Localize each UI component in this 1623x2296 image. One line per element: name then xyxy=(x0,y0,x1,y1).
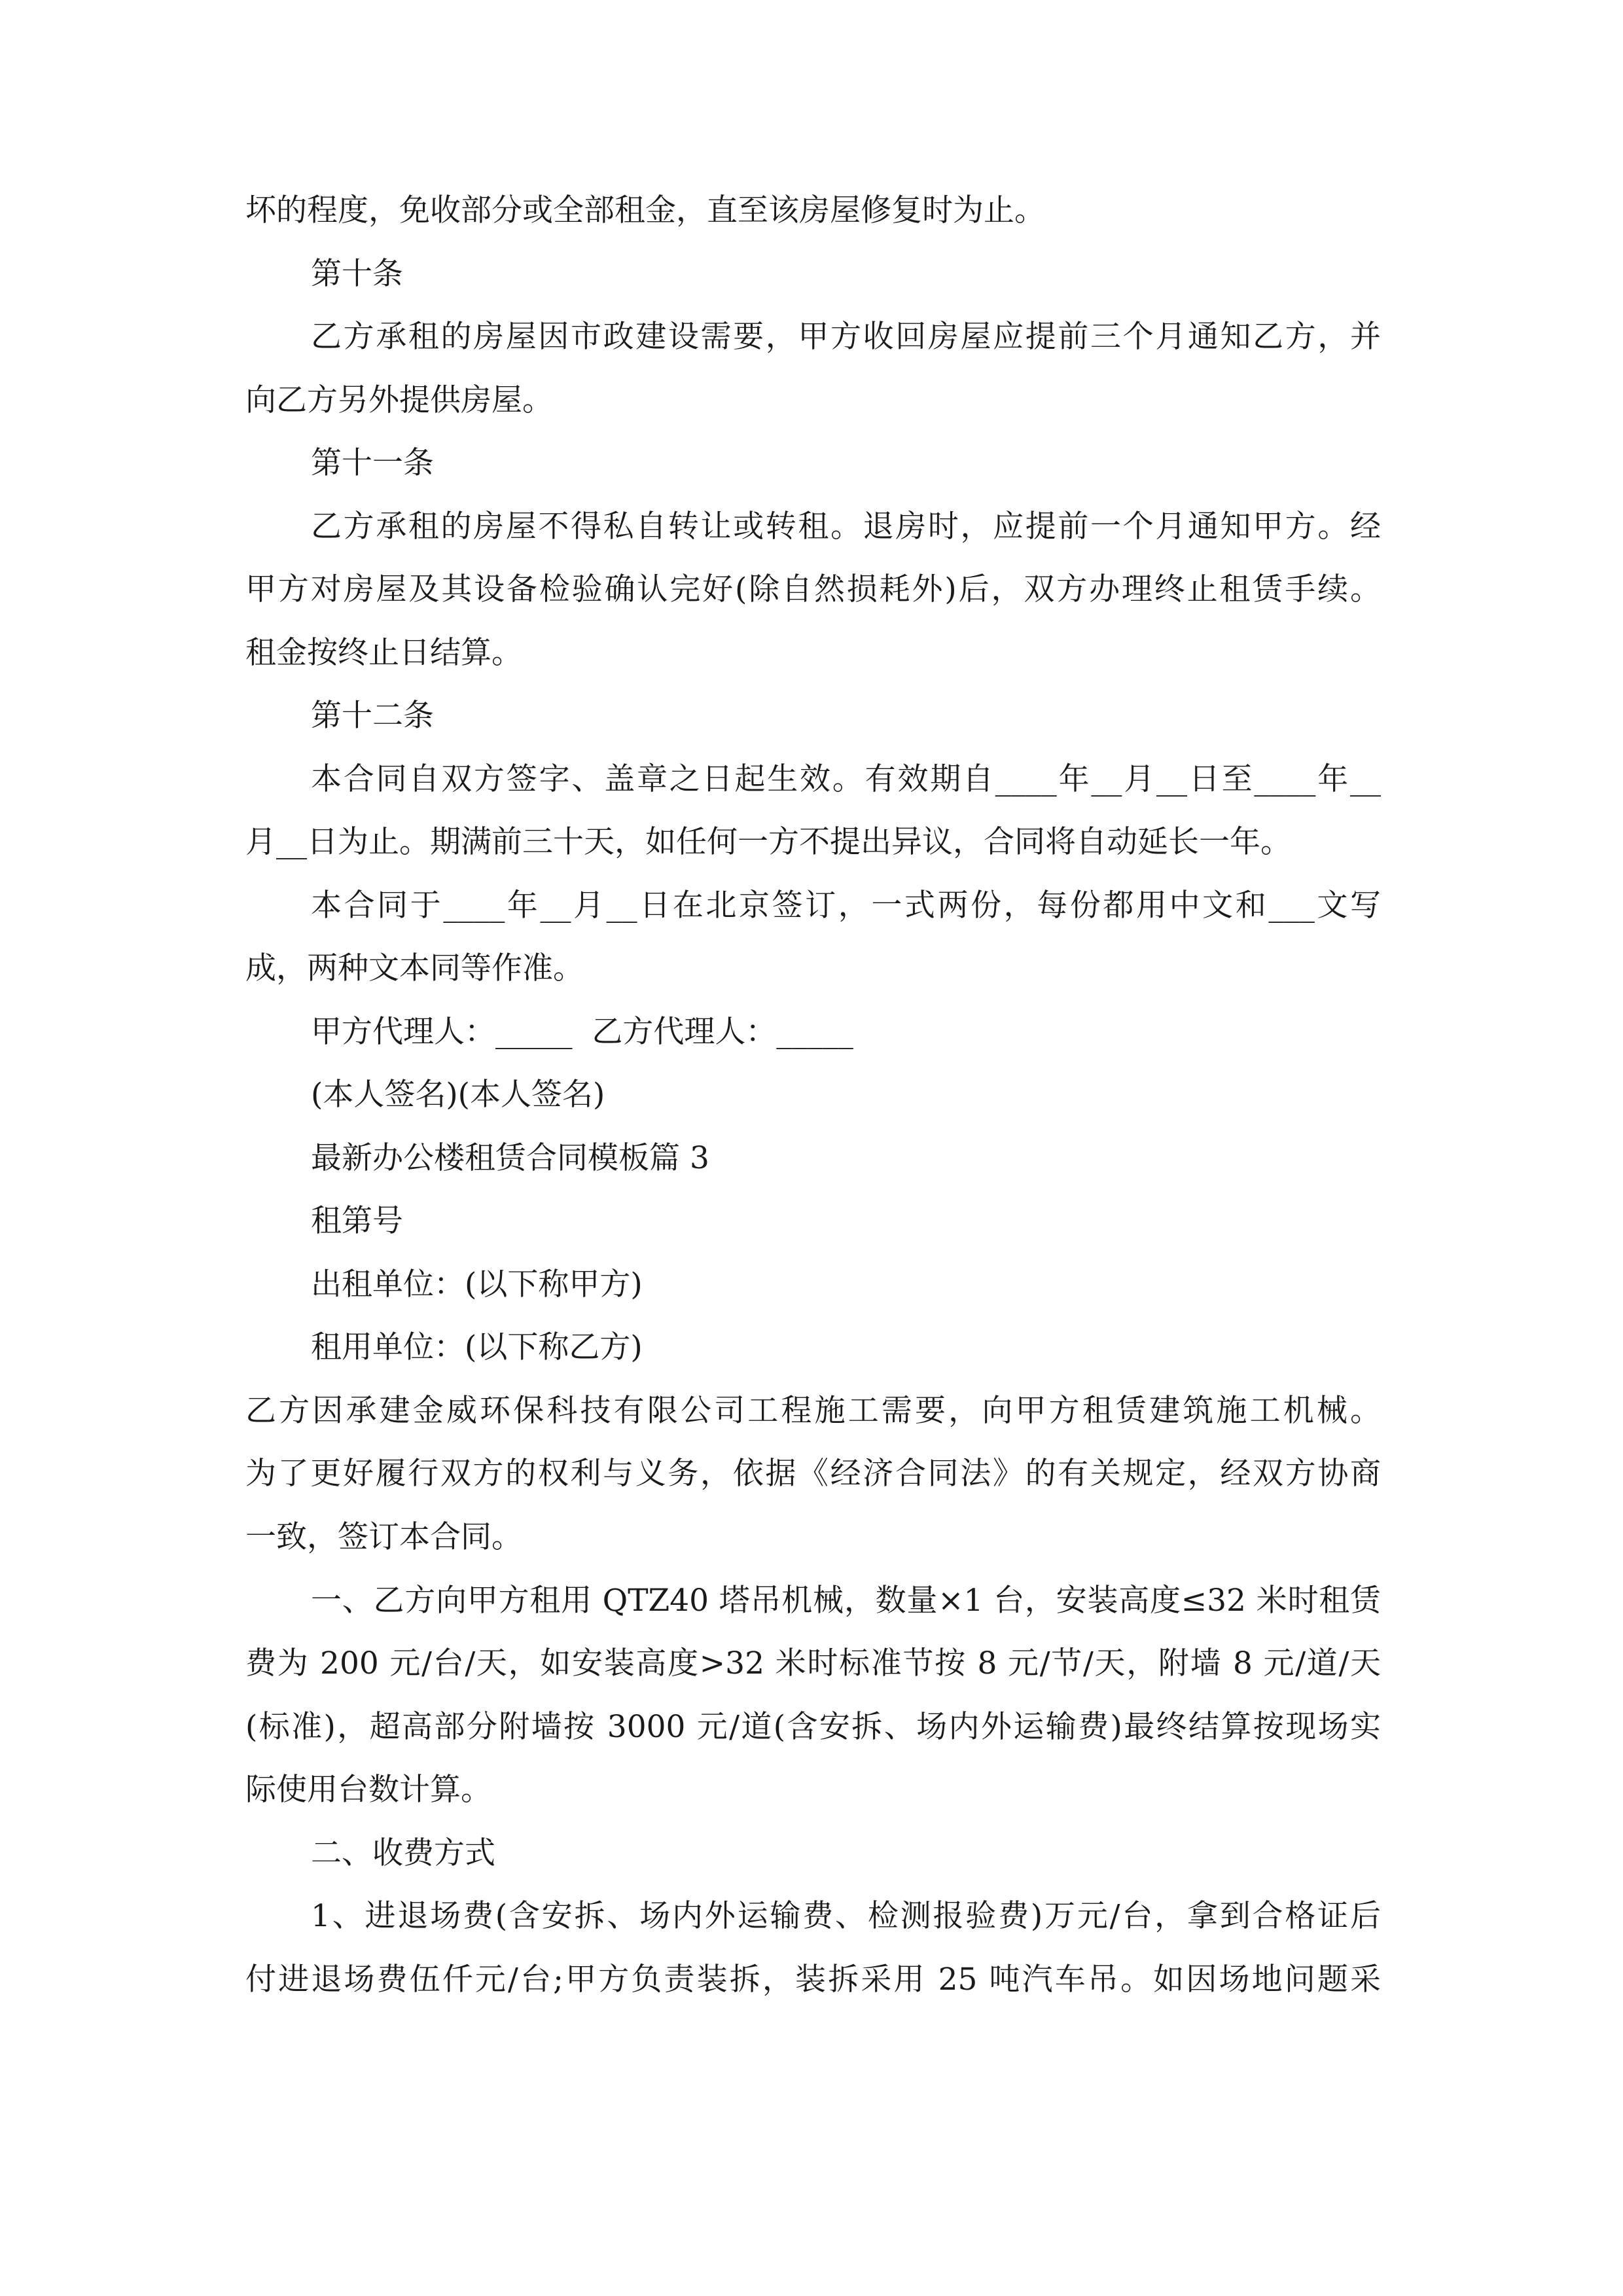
clause-line: 一、乙方向甲方租用 QTZ40 塔吊机械，数量×1 台，安装高度≤32 米时租赁 xyxy=(311,1583,1381,1619)
text-line: 为了更好履行双方的权利与义务，依据《经济合同法》的有关规定，经双方协商 xyxy=(245,1456,1381,1492)
text-line: 乙方承租的房屋不得私自转让或转租。退房时，应提前一个月通知甲方。经 xyxy=(311,509,1381,545)
section-heading: 二、收费方式 xyxy=(311,1835,495,1871)
text-line: 本合同自双方签字、盖章之日起生效。有效期自____年__月__日至____年__ xyxy=(311,761,1381,797)
text-line: 甲方对房屋及其设备检验确认完好(除自然损耗外)后，双方办理终止租赁手续。 xyxy=(245,571,1381,607)
text-line: 向乙方另外提供房屋。 xyxy=(245,382,553,418)
text-line: 成，两种文本同等作准。 xyxy=(245,950,584,986)
section-heading: 第十一条 xyxy=(311,445,434,481)
signature-agents-line: 甲方代理人：_____ 乙方代理人：_____ xyxy=(311,1014,853,1050)
section-heading: 第十二条 xyxy=(311,698,434,734)
clause-line: (标准)，超高部分附墙按 3000 元/道(含安拆、场内外运输费)最终结算按现场实 xyxy=(245,1709,1381,1745)
signature-note: (本人签名)(本人签名) xyxy=(311,1077,605,1113)
text-line: 一致，签订本合同。 xyxy=(245,1519,522,1555)
text-line: 坏的程度，免收部分或全部租金，直至该房屋修复时为止。 xyxy=(245,192,1045,228)
text-line: 乙方承租的房屋因市政建设需要，甲方收回房屋应提前三个月通知乙方，并 xyxy=(311,319,1381,355)
clause-line: 际使用台数计算。 xyxy=(245,1772,491,1808)
lessor-line: 出租单位：(以下称甲方) xyxy=(311,1266,643,1302)
text-line: 乙方因承建金威环保科技有限公司工程施工需要，向甲方租赁建筑施工机械。 xyxy=(245,1393,1381,1429)
section-heading: 第十条 xyxy=(311,256,403,292)
clause-line: 付进退场费伍仟元/台;甲方负责装拆，装拆采用 25 吨汽车吊。如因场地问题采 xyxy=(245,1962,1381,1998)
clause-line: 费为 200 元/台/天，如安装高度>32 米时标准节按 8 元/节/天，附墙 8 元/道/天 xyxy=(245,1645,1381,1681)
text-line: 本合同于____年__月__日在北京签订，一式两份，每份都用中文和___文写 xyxy=(311,888,1381,924)
lessee-line: 租用单位：(以下称乙方) xyxy=(311,1329,643,1365)
clause-line: 1、进退场费(含安拆、场内外运输费、检测报验费)万元/台，拿到合格证后 xyxy=(311,1898,1381,1934)
article-title: 最新办公楼租赁合同模板篇 3 xyxy=(311,1140,709,1176)
text-line: 租金按终止日结算。 xyxy=(245,635,522,671)
text-line: 月__日为止。期满前三十天，如任何一方不提出异议，合同将自动延长一年。 xyxy=(245,824,1291,860)
contract-number: 租第号 xyxy=(311,1203,403,1239)
